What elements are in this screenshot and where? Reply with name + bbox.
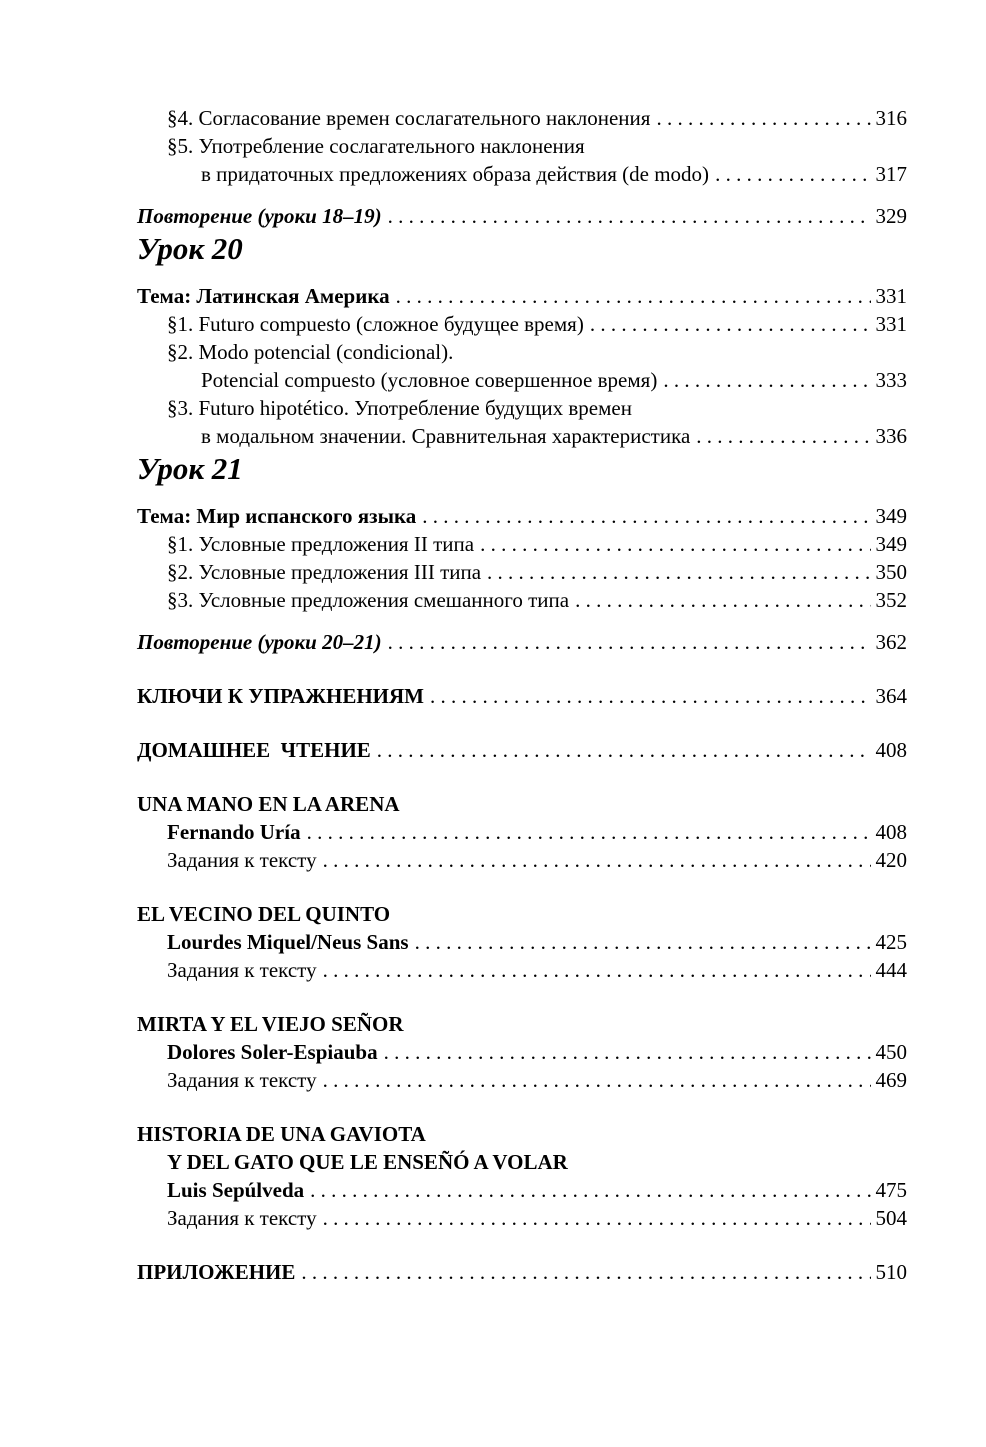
dot-leader [307,818,871,846]
toc-line [137,366,907,394]
dot-leader [377,736,871,764]
toc-entry-text: ПРИЛОЖЕНИЕ [137,1260,296,1284]
toc-line [137,132,907,160]
toc-line [137,1176,907,1204]
toc-entry-text: ДОМАШНЕЕ ЧТЕНИЕ [137,738,371,762]
page-number: 475 [875,1178,907,1202]
toc-entry-text: §3. Futuro hipotético. Употребление будущих времен [167,396,632,420]
dot-leader [590,310,871,338]
page-number: 450 [875,1040,907,1064]
page-number: 331 [875,284,907,308]
toc-line [137,1120,907,1148]
toc-entry-text: Урок 20 [137,231,243,266]
toc-line [137,818,907,846]
dot-leader [323,846,871,874]
toc-line [137,160,907,188]
toc-line [137,1258,907,1286]
toc-entry-text: UNA MANO EN LA ARENA [137,792,400,816]
toc-line [137,502,907,530]
toc-entry-text: Задания к тексту [167,958,317,982]
page-number: 331 [875,312,907,336]
page-number: 336 [875,424,907,448]
toc-line [137,338,907,366]
dot-leader [388,202,871,230]
dot-leader [301,1258,871,1286]
dot-leader [388,628,871,656]
toc-entry-text: §2. Modo potencial (condicional). [167,340,454,364]
toc-entry-text: EL VECINO DEL QUINTO [137,902,391,926]
page-number: 350 [875,560,907,584]
dot-leader [663,366,871,394]
toc-entry-text: Тема: Мир испанского языка [137,504,417,528]
lesson-heading [137,450,907,488]
dot-leader [323,956,871,984]
page-number: 408 [875,738,907,762]
toc-entry-text: КЛЮЧИ К УПРАЖНЕНИЯМ [137,684,425,708]
toc-entry-text: Задания к тексту [167,1068,317,1092]
page-number: 408 [875,820,907,844]
dot-leader [656,104,871,132]
toc-line [137,104,907,132]
dot-leader [384,1038,871,1066]
toc-entry-text: §2. Условные предложения III типа [167,560,482,584]
dot-leader [396,282,871,310]
toc-line [137,790,907,818]
toc-entry-text: Luis Sepúlveda [167,1178,305,1202]
page-number: 333 [875,368,907,392]
toc-entry-text: MIRTA Y EL VIEJO SEÑOR [137,1012,404,1036]
toc-line [137,1038,907,1066]
page-number: 329 [875,204,907,228]
dot-leader [575,586,871,614]
toc-entry-text: §4. Согласование времен сослагательного наклонения [167,106,651,130]
page-number: 349 [875,504,907,528]
dot-leader [696,422,871,450]
table-of-contents [137,104,907,1286]
toc-entry-text: Lourdes Miquel/Neus Sans [167,930,409,954]
dot-leader [430,682,871,710]
toc-line [137,1204,907,1232]
page-number: 349 [875,532,907,556]
toc-entry-text: в придаточных предложениях образа действия (de modo) [201,162,710,186]
page-number: 469 [875,1068,907,1092]
page-number: 504 [875,1206,907,1230]
toc-line [137,628,907,656]
toc-entry-text: HISTORIA DE UNA GAVIOTA [137,1122,426,1146]
toc-line [137,956,907,984]
toc-line [137,530,907,558]
page-number: 444 [875,958,907,982]
toc-line [137,682,907,710]
dot-leader [323,1066,871,1094]
toc-line [137,736,907,764]
lesson-heading [137,230,907,268]
dot-leader [310,1176,871,1204]
toc-entry-text: Задания к тексту [167,1206,317,1230]
dot-leader [323,1204,871,1232]
toc-line [137,1066,907,1094]
toc-line [137,422,907,450]
toc-line [137,586,907,614]
toc-entry-text: §1. Условные предложения II типа [167,532,475,556]
toc-entry-text: §1. Futuro compuesto (сложное будущее время) [167,312,584,336]
page-number: 352 [875,588,907,612]
toc-line [137,1010,907,1038]
dot-leader [422,502,871,530]
toc-line [137,202,907,230]
toc-entry-text: Повторение (уроки 18–19) [137,204,382,228]
toc-line [137,394,907,422]
toc-entry-text: Dolores Soler-Espiauba [167,1040,378,1064]
page-number: 364 [875,684,907,708]
dot-leader [715,160,871,188]
toc-entry-text: Повторение (уроки 20–21) [137,630,382,654]
page-number: 362 [875,630,907,654]
toc-entry-text: Y DEL GATO QUE LE ENSEÑÓ A VOLAR [167,1150,568,1174]
toc-line [137,282,907,310]
toc-line [137,900,907,928]
toc-entry-text: в модальном значении. Сравнительная характеристика [201,424,691,448]
toc-entry-text: §5. Употребление сослагательного наклонения [167,134,585,158]
page-number: 510 [875,1260,907,1284]
toc-line [137,928,907,956]
toc-line [137,310,907,338]
page-number: 316 [875,106,907,130]
page-number: 425 [875,930,907,954]
dot-leader [415,928,871,956]
dot-leader [480,530,871,558]
toc-entry-text: Урок 21 [137,451,243,486]
toc-entry-text: Тема: Латинская Америка [137,284,390,308]
toc-line [137,846,907,874]
toc-entry-text: §3. Условные предложения смешанного типа [167,588,570,612]
toc-entry-text: Potencial compuesto (условное совершенное время) [201,368,658,392]
dot-leader [487,558,871,586]
toc-entry-text: Fernando Uría [167,820,301,844]
toc-line [137,558,907,586]
toc-entry-text: Задания к тексту [167,848,317,872]
page-number: 420 [875,848,907,872]
page-number: 317 [875,162,907,186]
toc-line [137,1148,907,1176]
